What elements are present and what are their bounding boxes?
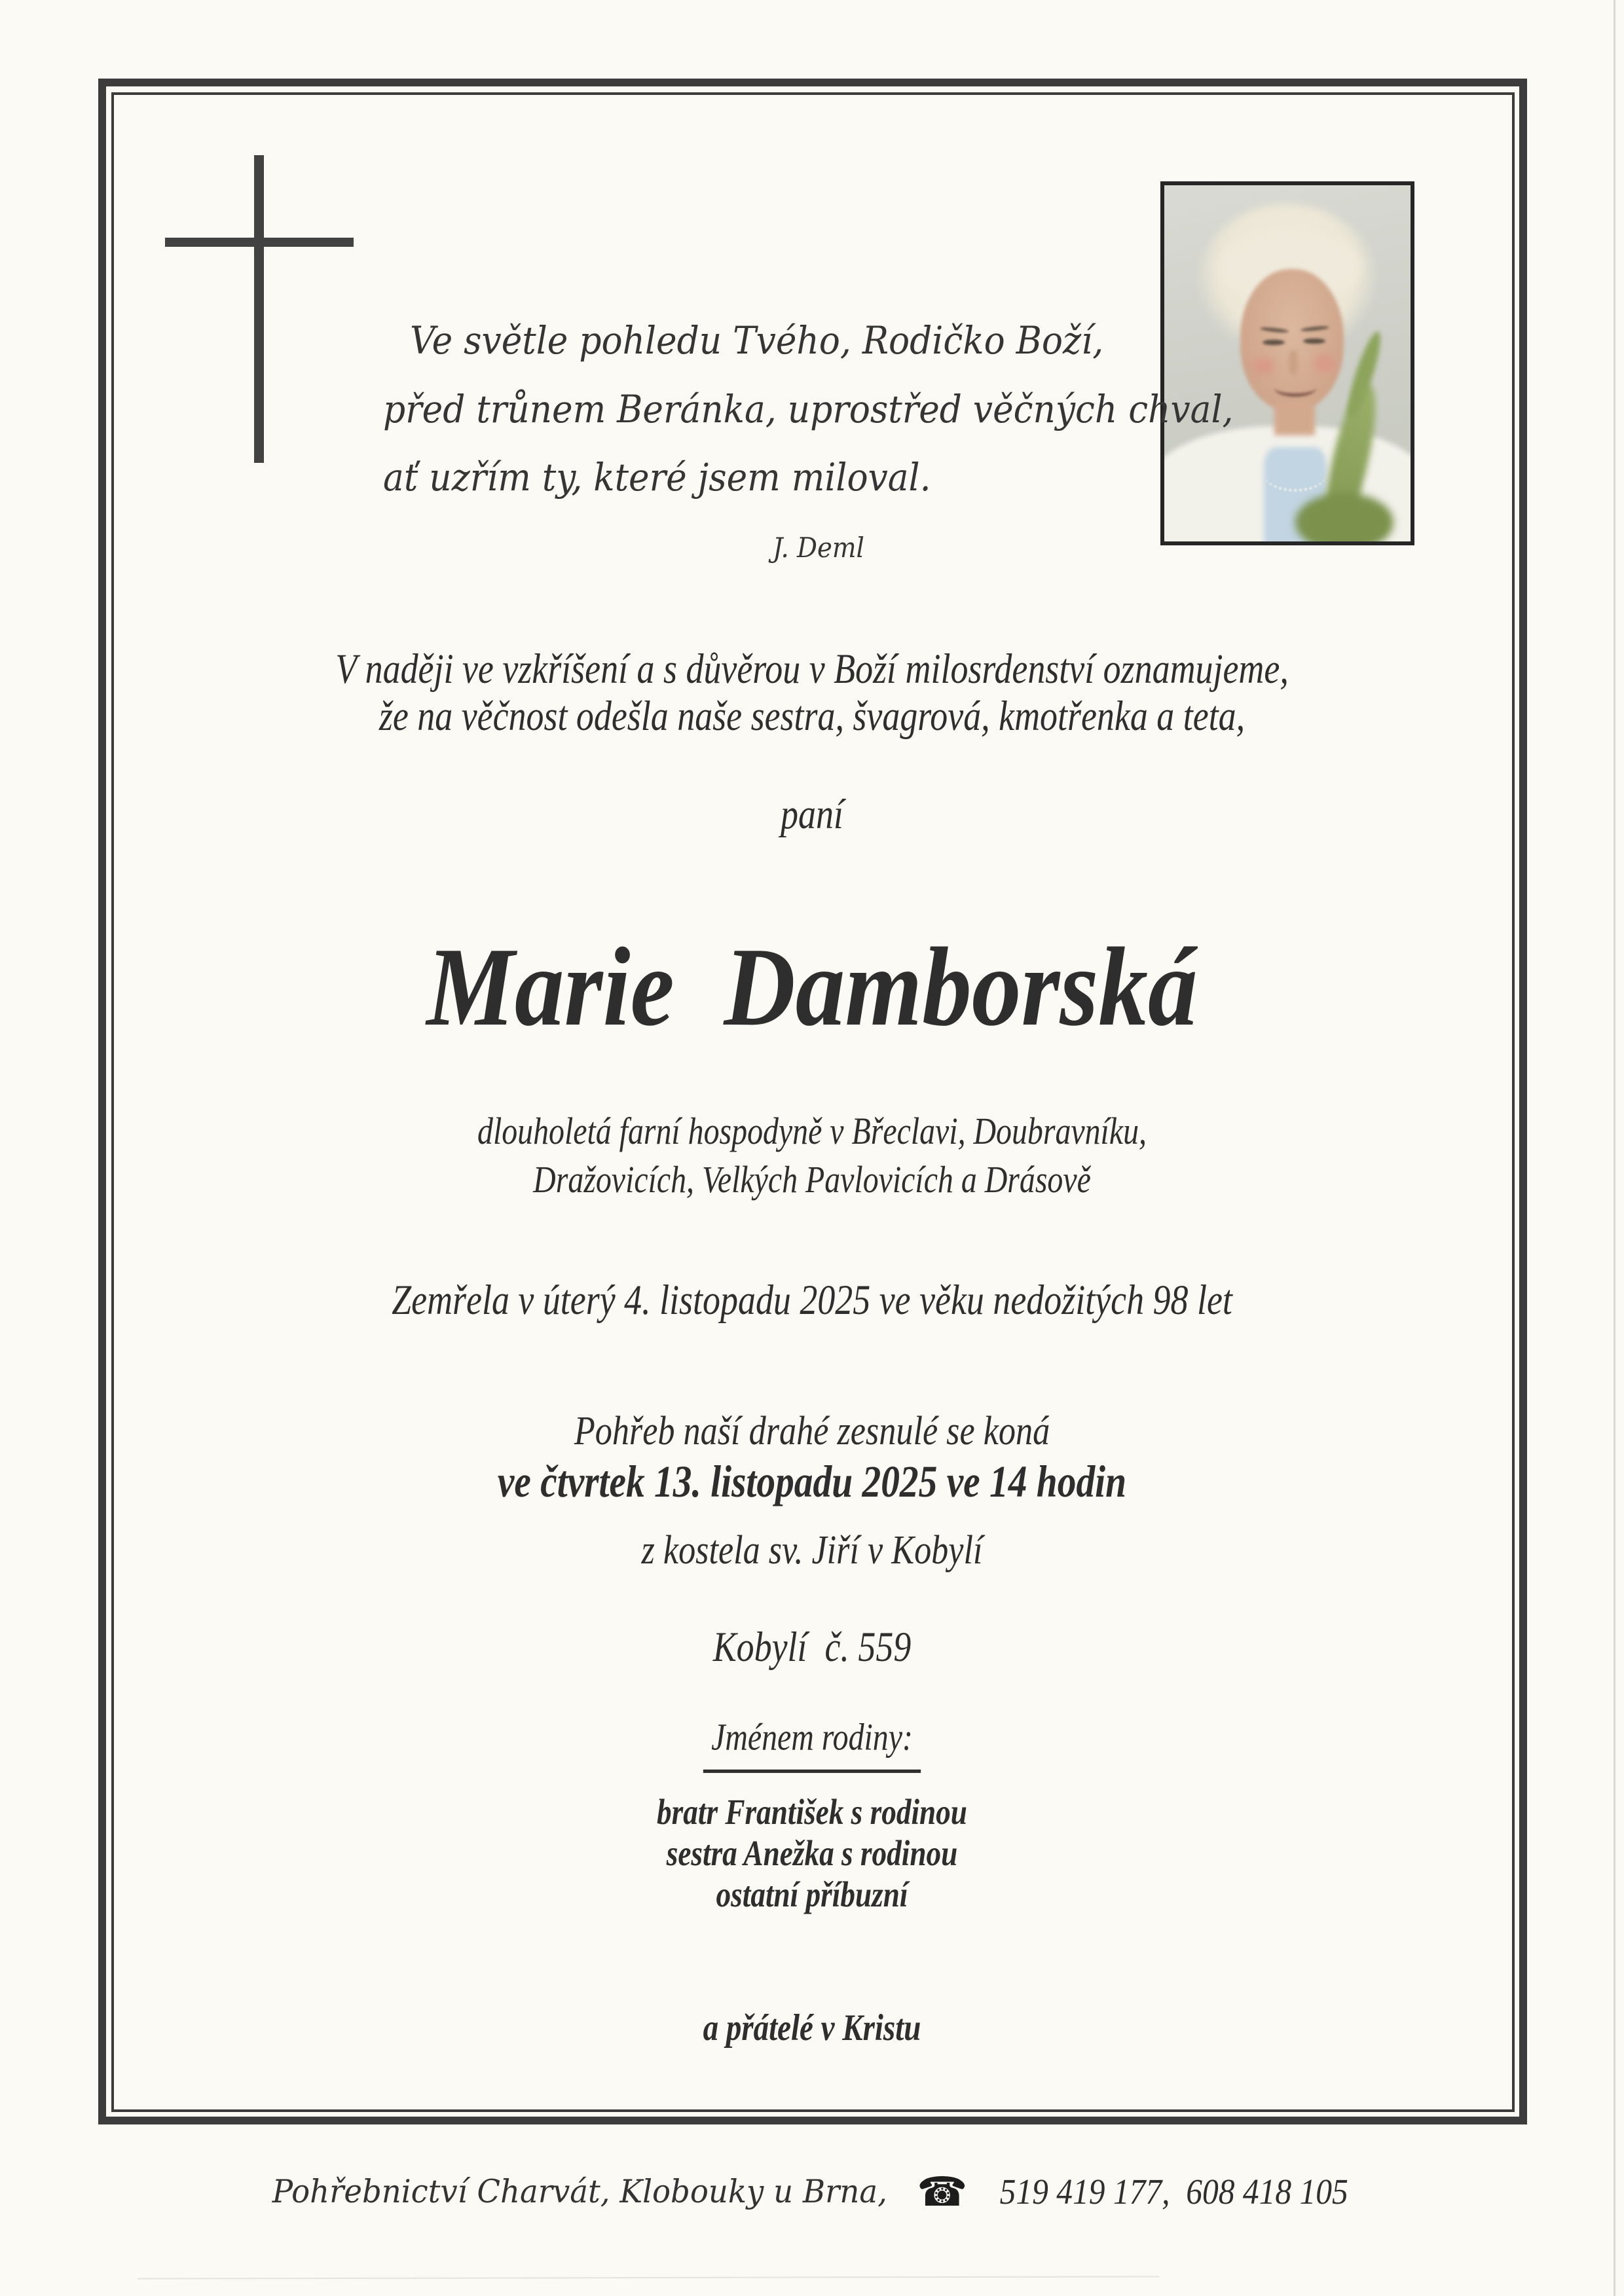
family-member: sestra Anežka s rodinou: [666, 1834, 958, 1874]
portrait-neck: [1274, 401, 1315, 435]
death-info: Zemřela v úterý 4. listopadu 2025 ve věku nedožitých 98 let: [392, 1277, 1232, 1324]
portrait-smile: [1274, 379, 1316, 397]
phone-numbers: 519 419 177, 608 418 105: [999, 2172, 1348, 2212]
portrait-eye: [1303, 338, 1325, 344]
portrait-rosemary-sprig: [1295, 493, 1393, 545]
family-member: ostatní příbuzní: [716, 1875, 908, 1915]
phone-icon: ☎: [917, 2167, 968, 2215]
announcement-line-2: že na věčnost odešla naše sestra, švagrová, kmotřenka a teta,: [378, 693, 1246, 740]
announcement-line-1: V naději ve vzkříšení a s důvěrou v Boží milosrdenství oznamujeme,: [335, 646, 1289, 693]
portrait-cheek: [1314, 354, 1336, 373]
portrait-cheek: [1252, 357, 1274, 375]
family-heading: [105, 1717, 1519, 1773]
deceased-description-line-2: Dražovicích, Velkých Pavlovicích a Drásově: [533, 1158, 1091, 1201]
deceased-name: Marie Damborská: [426, 925, 1198, 1049]
funeral-home-name: Pohřebnictví Charvát, Klobouky u Brna,: [272, 2173, 888, 2210]
portrait-necklace: [1263, 452, 1328, 492]
family-closing: a přátelé v Kristu: [703, 2007, 921, 2049]
quote-attribution: J. Deml: [773, 532, 864, 564]
family-heading-text: Jménem rodiny:: [703, 1717, 921, 1773]
portrait-eye: [1263, 340, 1285, 345]
funeral-address: Kobylí č. 559: [712, 1624, 912, 1671]
scan-edge-line: [138, 2276, 1159, 2279]
salutation: paní: [781, 791, 843, 838]
memorial-cross-icon: [165, 238, 354, 247]
family-member: bratr František s rodinou: [657, 1793, 967, 1832]
quote-line-1: Ve světle pohledu Tvého, Rodičko Boží,: [410, 318, 1104, 363]
funeral-date-line: ve čtvrtek 13. listopadu 2025 ve 14 hodin: [497, 1457, 1127, 1507]
funeral-line-1: Pohřeb naší drahé zesnulé se koná: [574, 1408, 1050, 1453]
deceased-description-line-1: dlouholetá farní hospodyně v Břeclavi, Doubravníku,: [477, 1110, 1147, 1152]
portrait-photo: [1160, 181, 1414, 545]
footer: [0, 2167, 1624, 2215]
portrait-nose: [1289, 350, 1298, 375]
quote-line-3: ať uzřím ty, které jsem miloval.: [383, 455, 931, 500]
memorial-cross-icon: [254, 155, 264, 463]
scan-edge-line: [1614, 0, 1615, 2296]
funeral-church-line: z kostela sv. Jiří v Kobylí: [641, 1527, 983, 1573]
quote-line-2: před trůnem Beránka, uprostřed věčných chval,: [383, 387, 1234, 431]
